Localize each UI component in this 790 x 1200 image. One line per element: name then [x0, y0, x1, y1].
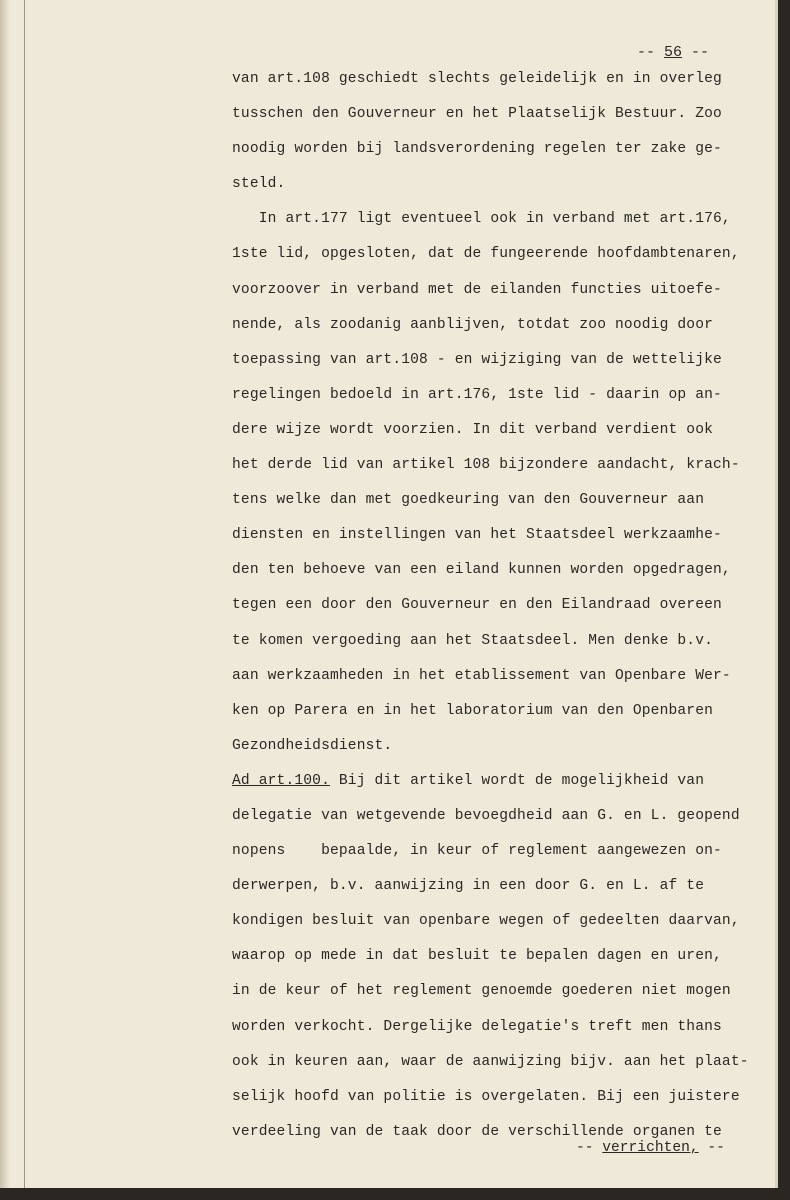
- text-line: Gezondheidsdienst.: [232, 737, 393, 754]
- text-line: tegen een door den Gouverneur en den Eilandraad overeen: [232, 597, 722, 614]
- article-heading: Ad art.100.: [232, 772, 330, 789]
- text-line: worden verkocht. Dergelijke delegatie's treft men thans: [232, 1018, 722, 1035]
- binding-line: [24, 0, 25, 1188]
- paragraph-1: [232, 62, 752, 202]
- catchword-suffix: --: [698, 1140, 725, 1156]
- article-heading-rest: Bij dit artikel wordt de mogelijkheid van: [329, 772, 705, 789]
- catchword-prefix: --: [576, 1140, 603, 1156]
- text-line: te komen vergoeding aan het Staatsdeel. Men denke b.v.: [232, 632, 714, 649]
- page-number-prefix: --: [637, 44, 665, 61]
- paragraph-3: [232, 764, 752, 1150]
- text-line: het derde lid van artikel 108 bijzondere aandacht, krach-: [232, 457, 740, 474]
- text-line: ook in keuren aan, waar de aanwijzing bijv. aan het plaat-: [232, 1053, 749, 1070]
- text-line: aan werkzaamheden in het etablissement van Openbare Wer-: [232, 667, 731, 684]
- text-line: noodig worden bij landsverordening regelen ter zake ge-: [232, 141, 722, 158]
- page-number: [637, 44, 709, 61]
- text-line: ken op Parera en in het laboratorium van den Openbaren: [232, 702, 714, 719]
- text-line: verdeeling van de taak door de verschillende organen te: [232, 1123, 722, 1140]
- page-edge-shadow: [0, 0, 10, 1188]
- text-line: tusschen den Gouverneur en het Plaatselijk Bestuur. Zoo: [232, 106, 722, 123]
- page-right-edge: [775, 0, 778, 1188]
- text-line: derwerpen, b.v. aanwijzing in een door G. en L. af te: [232, 878, 705, 895]
- text-line: delegatie van wetgevende bevoegdheid aan G. en L. geopend: [232, 807, 740, 824]
- text-line: diensten en instellingen van het Staatsdeel werkzaamhe-: [232, 527, 722, 544]
- text-line: den ten behoeve van een eiland kunnen worden opgedragen,: [232, 562, 731, 579]
- text-line: In art.177 ligt eventueel ook in verband met art.176,: [232, 211, 731, 228]
- text-line: waarop op mede in dat besluit te bepalen dagen en uren,: [232, 948, 722, 965]
- text-line: nopens bepaalde, in keur of reglement aangewezen on-: [232, 843, 722, 860]
- text-line: selijk hoofd van politie is overgelaten. Bij een juistere: [232, 1088, 740, 1105]
- text-line: 1ste lid, opgesloten, dat de fungeerende hoofdambtenaren,: [232, 246, 740, 263]
- body-text: [232, 62, 752, 1150]
- catchword: [576, 1140, 725, 1156]
- text-line: regelingen bedoeld in art.176, 1ste lid - daarin op an-: [232, 386, 722, 403]
- text-line: in de keur of het reglement genoemde goederen niet mogen: [232, 983, 731, 1000]
- text-line: steld.: [232, 176, 286, 193]
- text-line: tens welke dan met goedkeuring van den Gouverneur aan: [232, 492, 705, 509]
- text-line: voorzoover in verband met de eilanden functies uitoefe-: [232, 281, 722, 298]
- text-line: kondigen besluit van openbare wegen of gedeelten daarvan,: [232, 913, 740, 930]
- text-line: dere wijze wordt voorzien. In dit verband verdient ook: [232, 421, 714, 438]
- catchword-word: verrichten,: [602, 1140, 699, 1156]
- text-line: [232, 764, 752, 799]
- page-number-suffix: --: [682, 44, 710, 61]
- text-line: toepassing van art.108 - en wijziging van de wettelijke: [232, 351, 722, 368]
- text-line: nende, als zoodanig aanblijven, totdat zoo noodig door: [232, 316, 714, 333]
- text-line: van art.108 geschiedt slechts geleidelijk en in overleg: [232, 71, 722, 87]
- paragraph-2: [232, 202, 752, 764]
- page-number-value: 56: [664, 44, 683, 61]
